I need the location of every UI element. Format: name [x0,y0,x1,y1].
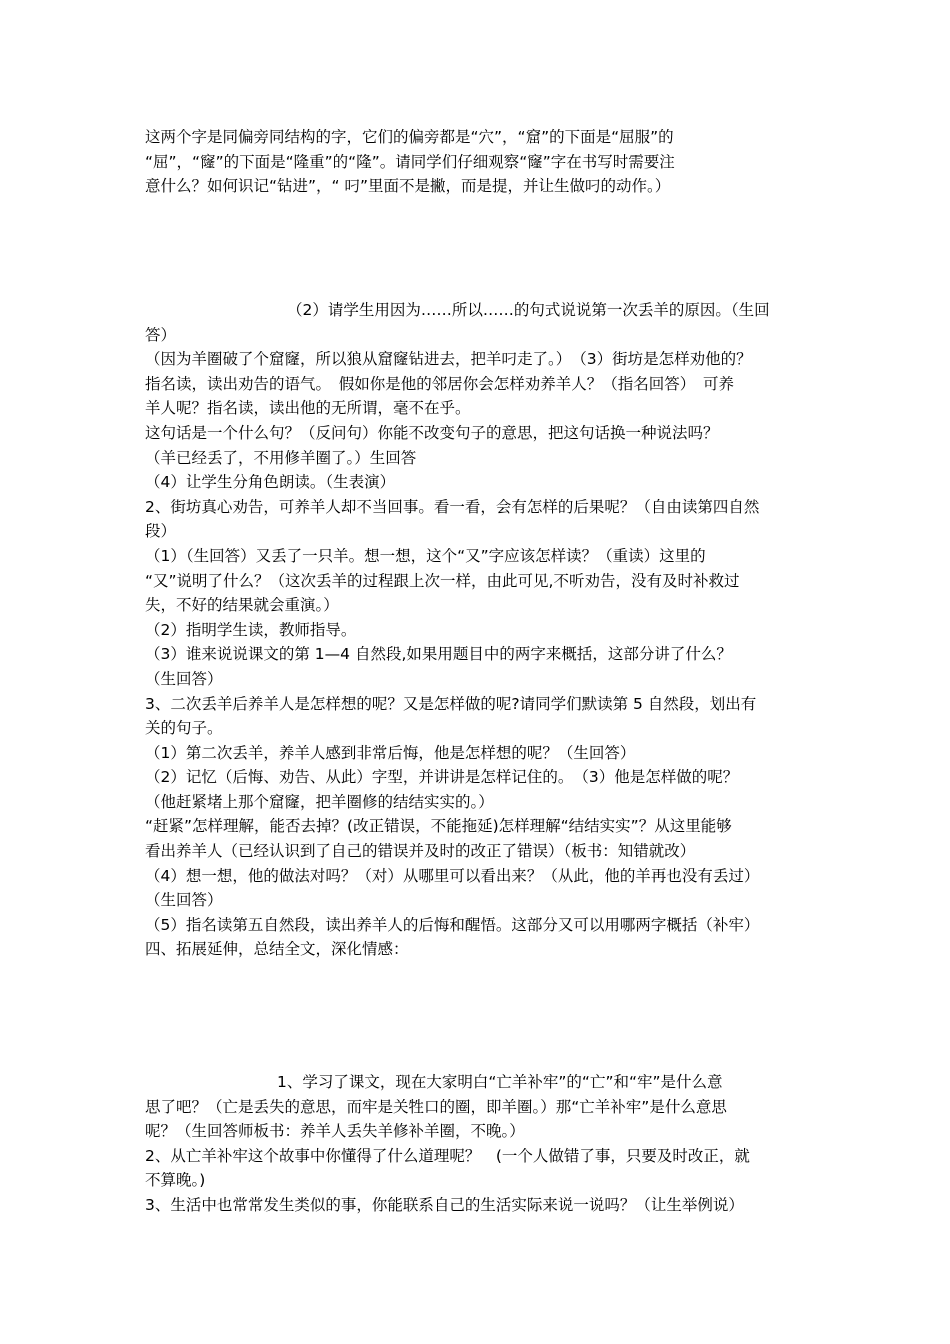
text-line: 指名读，读出劝告的语气。 假如你是他的邻居你会怎样劝养羊人？（指名回答） 可养 [145,374,735,393]
text-line: （5）指名读第五自然段，读出养羊人的后悔和醒悟。这部分又可以用哪两字概括（补牢） [145,915,760,934]
text-line: 这句话是一个什么句？（反问句）你能不改变句子的意思，把这句话换一种说法吗？ [145,423,719,442]
text-line: （4）想一想，他的做法对吗？（对）从哪里可以看出来？（从此，他的羊再也没有丢过） [145,866,760,885]
paragraph-extension [145,1070,815,1218]
text-line: （4）让学生分角色朗读。（生表演） [145,473,396,492]
text-line: （生回答） [145,891,223,910]
text-line: “屈”，“窿”的下面是“隆重”的“隆”。请同学们仔细观察“窿”字在书写时需要注 [145,152,675,171]
text-line: （2）请学生用因为……所以……的句式说说第一次丢羊的原因。（生回 [287,301,770,319]
text-line: 3、生活中也常常发生类似的事，你能联系自己的生活实际来说一说吗？（让生举例说） [145,1195,744,1214]
text-line: 关的句子。 [145,719,223,738]
text-line: “赶紧”怎样理解，能否去掉？(改正错误，不能拖延)怎样理解“结结实实”？从这里能够 [145,817,732,836]
text-line: 3、二次丢羊后养羊人是怎样想的呢？又是怎样做的呢?请同学们默读第 5 自然段，划出有 [145,694,757,713]
text-line: （因为羊圈破了个窟窿，所以狼从窟窿钻进去，把羊叼走了。） （3）街坊是怎样劝他的？ [145,350,752,369]
text-line: （1）（生回答）又丢了一只羊。想一想，这个“又”字应该怎样读？（重读）这里的 [145,546,706,565]
text-line: 羊人呢？指名读，读出他的无所谓，毫不在乎。 [145,399,471,418]
text-line: （他赶紧堵上那个窟窿，把羊圈修的结结实实的。） [145,792,494,811]
text-line: 意什么？如何识记“钻进”，“ 叼”里面不是撇，而是提，并让生做叼的动作。） [145,177,671,196]
paragraph-radical-explanation [145,125,815,199]
text-line: 不算晚。) [145,1171,206,1190]
text-line: （2）指明学生读，教师指导。 [145,620,357,639]
text-line: （3）谁来说说课文的第 1—4 自然段,如果用题目中的两字来概括，这部分讲了什么？ [145,645,732,664]
text-line: 这两个字是同偏旁同结构的字，它们的偏旁都是“穴”，“窟”的下面是“屈服”的 [145,128,674,146]
text-line: 段） [145,522,177,541]
text-line: 失，不好的结果就会重演。） [145,596,339,615]
text-line: 思了吧？（亡是丢失的意思，而牢是关牲口的圈，即羊圈。）那“亡羊补牢”是什么意思 [145,1097,727,1116]
text-line: （2）记忆（后悔、劝告、从此）字型，并讲讲是怎样记住的。 （3）他是怎样做的呢？ [145,768,739,787]
text-line: 看出养羊人（已经认识到了自己的错误并及时的改正了错误）（板书：知错就改） [145,842,696,861]
text-line: “又”说明了什么？（这次丢羊的过程跟上次一样，由此可见,不听劝告，没有及时补救过 [145,571,740,590]
text-line: 2、从亡羊补牢这个故事中你懂得了什么道理呢？ (一个人做错了事，只要及时改正，就 [145,1146,750,1165]
text-line: 1、学习了课文，现在大家明白“亡羊补牢”的“亡”和“牢”是什么意 [277,1073,723,1091]
text-line: （羊已经丢了，不用修羊圈了。）生回答 [145,448,417,467]
section-heading: 四、拓展延伸，总结全文，深化情感： [145,940,409,959]
text-line: 呢？（生回答师板书：养羊人丢失羊修补羊圈，不晚。） [145,1122,525,1141]
text-line: 答） [145,325,177,344]
text-line: 2、街坊真心劝告，可养羊人却不当回事。看一看，会有怎样的后果呢？（自由读第四自然 [145,497,760,516]
text-line: （生回答） [145,669,223,688]
text-line: （1）第二次丢羊，养羊人感到非常后悔，他是怎样想的呢？（生回答） [145,743,636,762]
paragraph-lesson-steps [145,298,815,962]
